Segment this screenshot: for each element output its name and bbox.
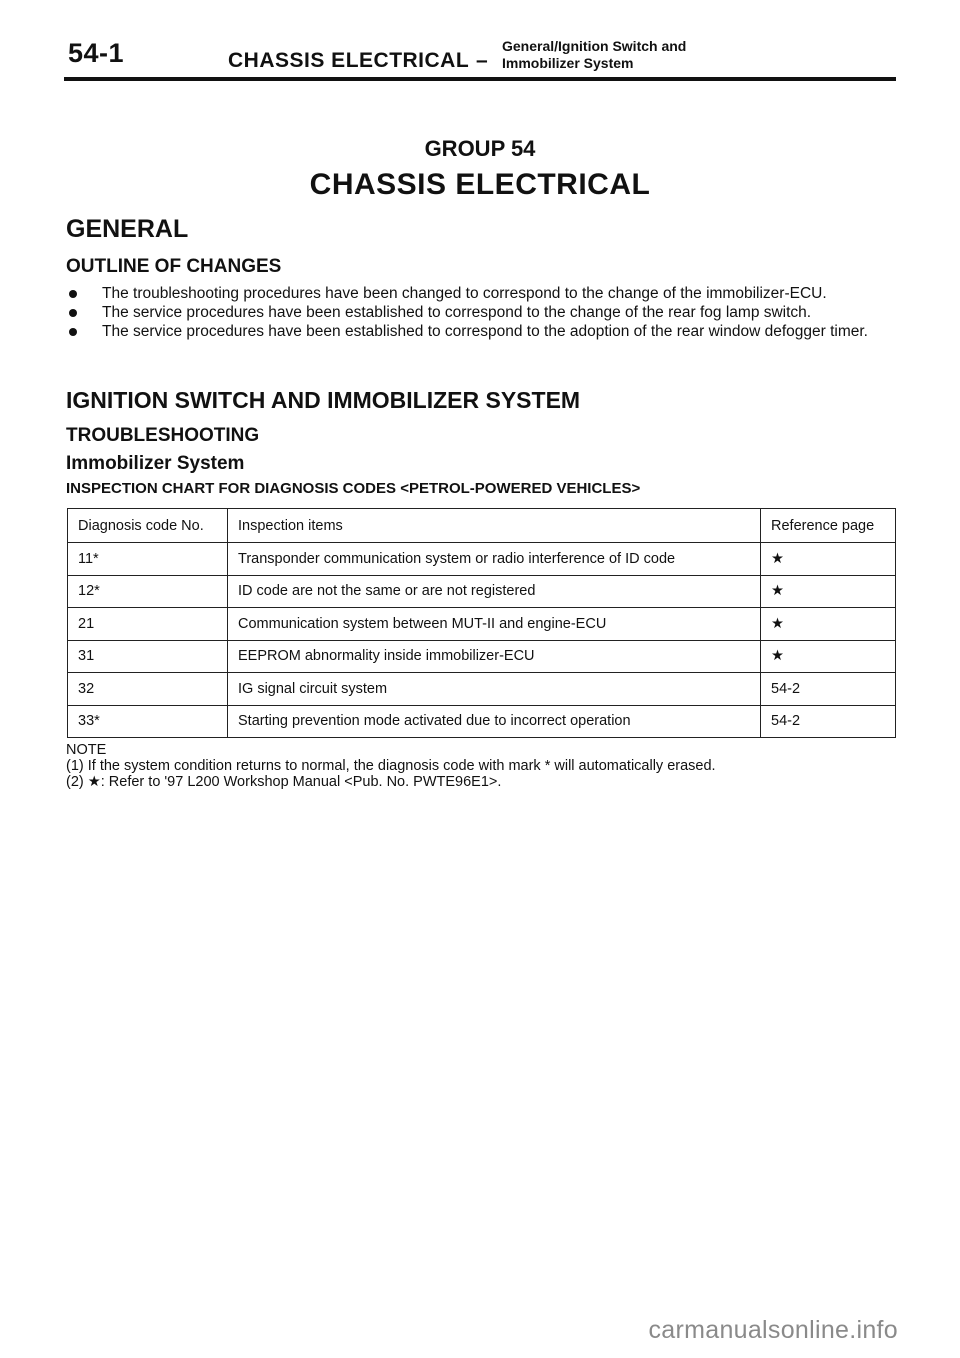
reference-page: ★ [761,608,896,641]
bullet-icon [69,309,77,317]
reference-page: ★ [761,640,896,673]
header-dash: – [476,49,488,72]
table-row [68,705,896,738]
section-title: CHASSIS ELECTRICAL [309,168,651,201]
inspection-item: IG signal circuit system [228,673,761,706]
diagnosis-code: 33* [68,705,228,738]
outline-list [66,285,898,342]
note-line-2: (2) ★: Refer to '97 L200 Workshop Manual <Pub. No. PWTE96E1>. [66,774,502,790]
inspection-item: Communication system between MUT-II and engine-ECU [228,608,761,641]
inspection-item: EEPROM abnormality inside immobilizer-ECU [228,640,761,673]
diagnosis-code: 31 [68,640,228,673]
diagnosis-code: 12* [68,575,228,608]
note-line-1: (1) If the system condition returns to normal, the diagnosis code with mark * will automatically erased. [66,758,716,774]
immobilizer-heading: Immobilizer System [66,453,245,474]
table-row [68,543,896,576]
outline-heading: OUTLINE OF CHANGES [66,256,282,277]
reference-page: ★ [761,543,896,576]
header-subtitle-line1: General/Ignition Switch and [502,38,687,54]
outline-item-text: The service procedures have been established to correspond to the adoption of the rear window defogger timer. [102,323,868,340]
bullet-icon [69,328,77,336]
header-subtitle [502,38,686,72]
general-heading: GENERAL [66,215,189,243]
diagnosis-code: 11* [68,543,228,576]
note-block [66,742,716,790]
header-rule [64,77,896,81]
chart-title: INSPECTION CHART FOR DIAGNOSIS CODES <PETROL-POWERED VEHICLES> [66,480,641,497]
reference-page: 54-2 [761,673,896,706]
outline-item-text: The service procedures have been established to correspond to the change of the rear fog lamp switch. [102,304,812,321]
inspection-item: ID code are not the same or are not registered [228,575,761,608]
table-row [68,673,896,706]
diagnosis-code: 21 [68,608,228,641]
note-title: NOTE [66,742,107,758]
outline-item [66,304,898,321]
header-chapter: CHASSIS ELECTRICAL [228,49,470,72]
column-header: Diagnosis code No. [68,509,228,543]
diagnosis-code-table [67,508,896,738]
outline-item-text: The troubleshooting procedures have been changed to correspond to the change of the immobilizer-ECU. [102,285,827,302]
column-header: Inspection items [228,509,761,543]
troubleshooting-heading: TROUBLESHOOTING [66,425,260,446]
inspection-item: Transponder communication system or radio interference of ID code [228,543,761,576]
table-header-row [68,509,896,543]
ignition-heading: IGNITION SWITCH AND IMMOBILIZER SYSTEM [66,387,581,413]
outline-item [66,323,898,340]
bullet-icon [69,290,77,298]
outline-item [66,285,898,302]
header-subtitle-line2: Immobilizer System [502,55,634,71]
table-row [68,608,896,641]
column-header: Reference page [761,509,896,543]
reference-page: ★ [761,575,896,608]
reference-page: 54-2 [761,705,896,738]
table-row [68,640,896,673]
diagnosis-code: 32 [68,673,228,706]
page-number: 54-1 [68,38,125,68]
inspection-item: Starting prevention mode activated due to incorrect operation [228,705,761,738]
group-title: GROUP 54 [424,136,536,161]
table-row [68,575,896,608]
watermark: carmanualsonline.info [648,1316,898,1344]
